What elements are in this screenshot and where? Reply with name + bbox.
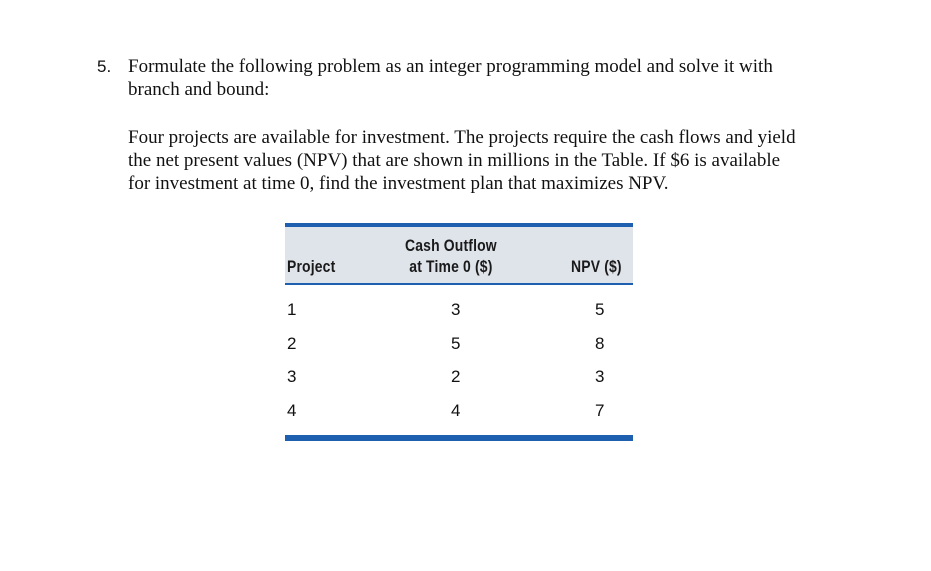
cell-cash: 5 <box>451 334 461 353</box>
question-line-1: Formulate the following problem as an integer programming model and solve it with <box>128 56 773 77</box>
table-row <box>285 367 633 389</box>
table-header <box>285 227 633 285</box>
cell-npv: 8 <box>595 334 605 353</box>
header-cash-line-1: Cash Outflow <box>405 236 497 255</box>
problem-statement <box>97 55 857 195</box>
cell-npv: 7 <box>595 401 605 420</box>
paragraph-line-1: Four projects are available for investment. The projects require the cash flows and yield <box>128 127 796 148</box>
cell-cash: 2 <box>451 367 461 386</box>
cell-cash: 3 <box>451 300 461 319</box>
cell-project: 2 <box>287 334 297 353</box>
problem-paragraph <box>128 126 857 195</box>
header-npv: NPV ($) <box>571 257 622 276</box>
table-body <box>285 285 633 435</box>
cell-project: 3 <box>287 367 297 386</box>
cell-npv: 3 <box>595 367 605 386</box>
cell-npv: 5 <box>595 300 605 319</box>
header-cash-line-2: at Time 0 ($) <box>409 257 493 276</box>
cell-project: 4 <box>287 401 297 420</box>
question-text <box>128 55 857 101</box>
question-line-2: branch and bound: <box>128 79 270 100</box>
question-number: 5. <box>97 57 112 76</box>
paragraph-line-3: for investment at time 0, find the investment plan that maximizes NPV. <box>128 173 669 194</box>
cell-project: 1 <box>287 300 297 319</box>
cell-cash: 4 <box>451 401 461 420</box>
investment-table <box>285 223 633 441</box>
header-cash-outflow <box>405 235 497 277</box>
table-row <box>285 300 633 322</box>
paragraph-line-2: the net present values (NPV) that are shown in millions in the Table. If $6 is available <box>128 150 781 171</box>
table-bottom-rule <box>285 435 633 441</box>
table-row <box>285 334 633 356</box>
table-row <box>285 401 633 423</box>
header-project: Project <box>287 257 336 276</box>
